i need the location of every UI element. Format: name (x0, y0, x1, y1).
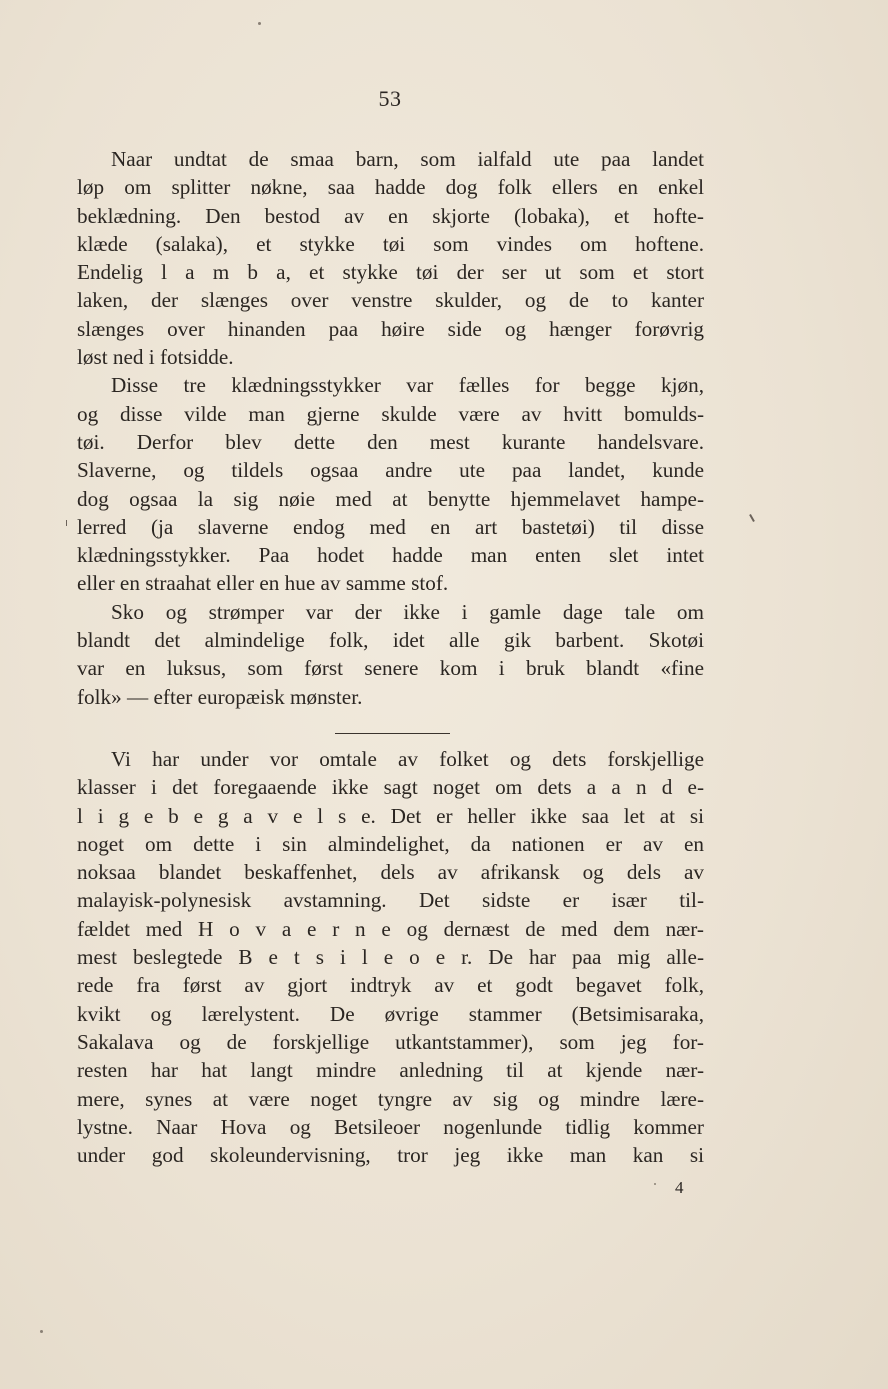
paragraph-block-clothing (77, 145, 704, 711)
margin-mark (749, 514, 755, 522)
text-line: tøi. Derfor blev dette den mest kurante handelsvare. (77, 429, 704, 454)
text-line: l i g e b e g a v e l s e. Det er heller ikke saa let at si (77, 803, 704, 828)
signature-mark: 4 (675, 1178, 684, 1197)
text-line: Slaverne, og tildels ogsaa andre ute paa landet, kunde (77, 458, 704, 483)
paper-speck (258, 22, 261, 25)
text-line: beklædning. Den bestod av en skjorte (lobaka), et hofte- (77, 203, 704, 228)
text-line: Naar undtat de smaa barn, som ialfald ute paa landet (111, 147, 704, 171)
text-line: dog ogsaa la sig nøie med at benytte hjemmelavet hampe- (77, 486, 704, 511)
text-line: løst ned i fotsidde. (77, 345, 234, 370)
text-line: og disse vilde man gjerne skulde være av hvitt bomulds- (77, 401, 704, 426)
text-line: under god skoleundervisning, tror jeg ikke man kan si (77, 1143, 704, 1168)
text-line: resten har hat langt mindre anledning til at kjende nær- (77, 1058, 704, 1083)
text-line: klæde (salaka), et stykke tøi som vindes om hoftene. (77, 231, 704, 256)
text-line: laken, der slænges over venstre skulder, og de to kanter (77, 288, 704, 313)
text-line: Sakalava og de forskjellige utkantstammer), som jeg for- (77, 1029, 704, 1054)
text-line: Vi har under vor omtale av folket og dets forskjellige (111, 747, 704, 771)
text-line: malayisk-polynesisk avstamning. Det sidste er især til- (77, 888, 704, 913)
text-line: mere, synes at være noget tyngre av sig og mindre lære- (77, 1086, 704, 1111)
text-line: lerred (ja slaverne endog med en art bastetøi) til disse (77, 514, 704, 539)
text-line: mest beslegtede B e t s i l e o e r. De har paa mig alle- (77, 945, 704, 970)
text-line: klædningsstykker. Paa hodet hadde man enten slet intet (77, 543, 704, 568)
text-line: slænges over hinanden paa høire side og hænger forøvrig (77, 316, 704, 341)
text-line: kvikt og lærelystent. De øvrige stammer (Betsimisaraka, (77, 1001, 704, 1026)
section-divider (335, 733, 450, 734)
paper-speck (40, 1330, 43, 1333)
text-line: fældet med H o v a e r n e og dernæst de med dem nær- (77, 916, 704, 941)
text-line: rede fra først av gjort indtryk av et godt begavet folk, (77, 973, 704, 998)
text-line: Endelig l a m b a, et stykke tøi der ser ut som et stort (77, 260, 704, 285)
text-line: noksaa blandet beskaffenhet, dels av afrikansk og dels av (77, 860, 704, 885)
text-line: lystne. Naar Hova og Betsileoer nogenlunde tidlig kommer (77, 1114, 704, 1139)
text-line: var en luksus, som først senere kom i bruk blandt «fine (77, 656, 704, 681)
page-number: 53 (378, 86, 402, 111)
margin-mark (66, 520, 67, 526)
text-line: Disse tre klædningsstykker var fælles for begge kjøn, (111, 373, 704, 398)
text-line: eller en straahat eller en hue av samme stof. (77, 571, 449, 596)
text-line: blandt det almindelige folk, idet alle gik barbent. Skotøi (77, 628, 704, 653)
paragraph-block-intellect (77, 745, 704, 1169)
text-line: klasser i det foregaaende ikke sagt noget om dets a a n d e- (77, 775, 704, 800)
text-line: løp om splitter nøkne, saa hadde dog folk ellers en enkel (77, 175, 704, 200)
text-line: folk» — efter europæisk mønster. (77, 684, 363, 709)
text-line: Sko og strømper var der ikke i gamle dage tale om (111, 599, 704, 624)
text-line: noget om dette i sin almindelighet, da nationen er av en (77, 831, 704, 856)
paper-speck (654, 1183, 656, 1185)
